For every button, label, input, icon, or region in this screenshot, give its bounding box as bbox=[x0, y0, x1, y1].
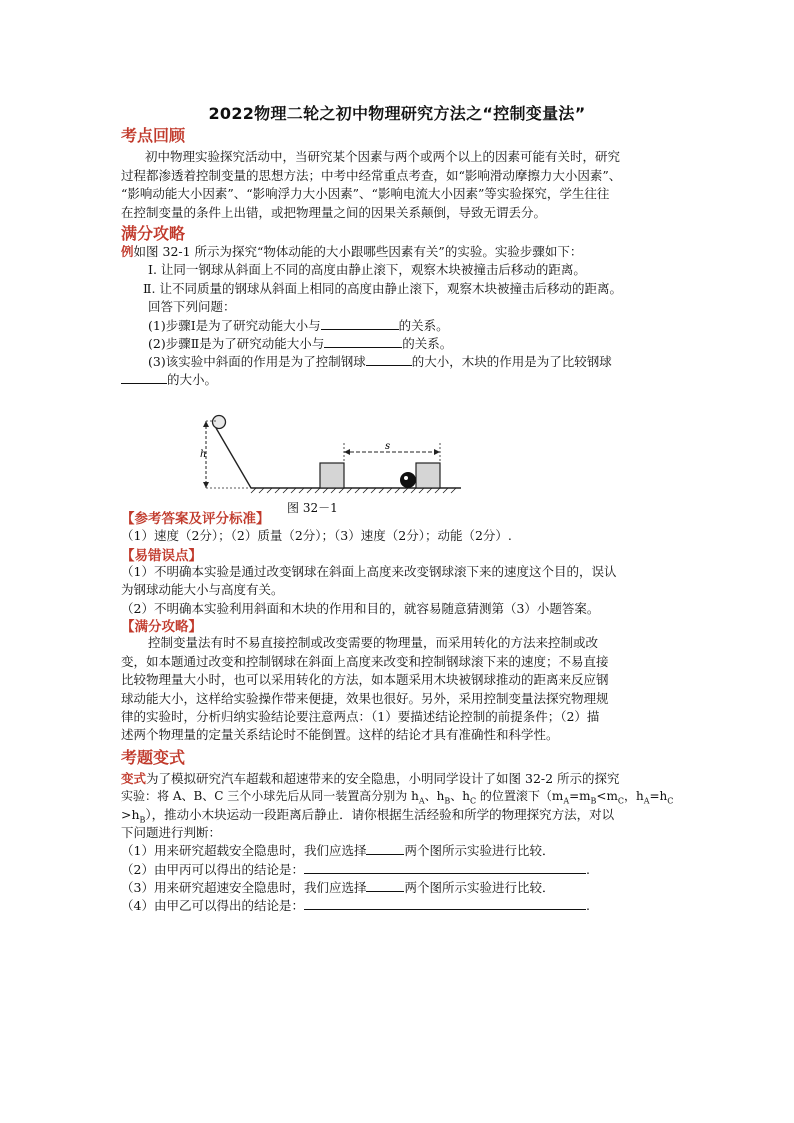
question-text: （1）用来研究超载安全隐患时，我们应选择 bbox=[121, 843, 367, 858]
variant-text: 、h bbox=[450, 789, 470, 803]
variant-question-4 bbox=[121, 897, 590, 914]
variant-question-1 bbox=[121, 842, 554, 859]
section-heading-variant: 考题变式 bbox=[121, 748, 186, 767]
arrow-right-icon bbox=[434, 449, 440, 455]
variant-text: =m bbox=[569, 789, 591, 803]
variant-question-2 bbox=[121, 861, 590, 878]
variant-line-4: 下问题进行判断： bbox=[121, 825, 222, 840]
question-text: (3)该实验中斜面的作用是为了控制钢球 bbox=[148, 354, 366, 369]
figure-caption: 图 32－1 bbox=[287, 501, 338, 515]
answer-heading: 【参考答案及评分标准】 bbox=[121, 511, 270, 527]
subscript: C bbox=[667, 796, 674, 806]
answer-blank bbox=[304, 861, 586, 874]
variant-text: ），推动小木块运动一段距离后静止．请你根据生活经验和所学的物理探究方法，对以 bbox=[145, 807, 615, 822]
steel-ball-top bbox=[213, 416, 226, 429]
mistakes-line: 为钢球动能大小与高度有关。 bbox=[121, 582, 284, 597]
tips-line: 控制变量法有时不易直接控制或改变需要的物理量，而采用转化的方法来控制或改 bbox=[148, 635, 599, 650]
subscript: A bbox=[643, 796, 650, 806]
variant-line-1 bbox=[121, 770, 620, 787]
wooden-block-start bbox=[320, 463, 344, 488]
question-text: 两个图所示实验进行比较． bbox=[404, 880, 555, 895]
question-1 bbox=[148, 317, 449, 334]
arrow-down-icon bbox=[203, 482, 209, 488]
example-step-1: Ⅰ. 让同一钢球从斜面上不同的高度由静止滚下，观察木块被撞击后移动的距离。 bbox=[148, 262, 586, 277]
subscript: B bbox=[444, 796, 451, 806]
answer-blank bbox=[366, 353, 412, 366]
review-line: 初中物理实验探究活动中，当研究某个因素与两个或两个以上的因素可能有关时，研究 bbox=[145, 149, 621, 164]
steel-ball-bottom bbox=[401, 473, 416, 488]
review-line: 在控制变量的条件上出错，或把物理量之间的因果关系颠倒，导致无谓丢分。 bbox=[121, 205, 547, 220]
question-text: . bbox=[585, 898, 590, 913]
question-text: （3）用来研究超速安全隐患时，我们应选择 bbox=[121, 880, 367, 895]
answer-blank bbox=[324, 335, 402, 348]
question-text: 的关系。 bbox=[402, 336, 453, 351]
question-text: . bbox=[585, 862, 590, 877]
question-text: 的大小。 bbox=[167, 372, 218, 387]
h-label: h bbox=[200, 449, 207, 460]
page-title: 2022物理二轮之初中物理研究方法之“控制变量法” bbox=[208, 104, 586, 123]
question-text: (1)步骤Ⅰ是为了研究动能大小与 bbox=[148, 318, 321, 333]
tips-line: 比较物理量大小时，也可以采用转化的方法，如本题采用木块被钢球推动的距离来反应钢 bbox=[121, 672, 609, 687]
wooden-block-end bbox=[416, 463, 440, 488]
variant-text: ，h bbox=[623, 789, 644, 803]
answer-blank bbox=[366, 842, 404, 855]
variant-text: 、h bbox=[424, 789, 445, 803]
question-3-cont bbox=[121, 371, 217, 388]
question-text: （2）由甲丙可以得出的结论是： bbox=[121, 862, 304, 877]
question-text: 的大小，木块的作用是为了比较钢球 bbox=[411, 354, 612, 369]
variant-text: >h bbox=[121, 807, 140, 822]
example-intro-text: 如图 32-1 所示为探究“物体动能的大小跟哪些因素有关”的实验。实验步骤如下： bbox=[133, 244, 583, 259]
answer-blank bbox=[366, 879, 404, 892]
subscript: C bbox=[617, 796, 624, 806]
example-prompt: 回答下列问题： bbox=[148, 299, 236, 314]
variant-tag: 变式 bbox=[121, 771, 147, 786]
question-text: (2)步骤Ⅱ是为了研究动能大小与 bbox=[148, 336, 325, 351]
answer-blank bbox=[321, 317, 399, 330]
question-text: 两个图所示实验进行比较． bbox=[404, 843, 555, 858]
arrow-left-icon bbox=[344, 449, 350, 455]
example-intro bbox=[121, 243, 582, 260]
review-line: 过程都渗透着控制变量的思想方法；中考中经常重点考查，如“影响滑动摩擦力大小因素”、 bbox=[121, 168, 622, 183]
answer-text: （1）速度（2分）；（2）质量（2分）；（3）速度（2分）；动能（2分）. bbox=[121, 528, 512, 543]
example-tag: 例 bbox=[121, 244, 134, 259]
ramp-line bbox=[216, 428, 251, 488]
subscript: B bbox=[139, 815, 146, 825]
variant-text: =h bbox=[649, 789, 668, 803]
review-line: “影响动能大小因素”、“影响浮力大小因素”、“影响电流大小因素”等实验探究，学生往往 bbox=[121, 186, 610, 201]
subscript: A bbox=[563, 796, 570, 806]
mistakes-line: （2）不明确本实验利用斜面和木块的作用和目的，就容易随意猜测第（3）小题答案。 bbox=[121, 601, 600, 616]
arrow-up-icon bbox=[203, 421, 209, 427]
s-label: s bbox=[385, 441, 391, 452]
section-heading-strategy: 满分攻略 bbox=[121, 224, 186, 243]
subscript: B bbox=[590, 796, 597, 806]
question-text: 的关系。 bbox=[398, 318, 449, 333]
tips-heading: 【满分攻略】 bbox=[121, 619, 202, 635]
section-heading-review: 考点回顾 bbox=[121, 126, 186, 145]
question-3 bbox=[148, 353, 612, 370]
mistakes-heading: 【易错误点】 bbox=[121, 548, 202, 564]
variant-text: <m bbox=[596, 789, 618, 803]
variant-text: 为了模拟研究汽车超载和超速带来的安全隐患，小明同学设计了如图 32-2 所示的探究 bbox=[146, 771, 620, 786]
tips-line: 变，如本题通过改变和控制钢球在斜面上高度来改变和控制钢球滚下来的速度；不易直接 bbox=[121, 654, 609, 669]
answer-blank bbox=[121, 371, 167, 384]
subscript: A bbox=[418, 796, 425, 806]
mistakes-line: （1）不明确本实验是通过改变钢球在斜面上高度来改变钢球滚下来的速度这个目的，误认 bbox=[121, 564, 617, 579]
variant-text: 的位置滚下（m bbox=[476, 789, 564, 803]
tips-line: 律的实验时，分析归纳实验结论要注意两点：（1）要描述结论控制的前提条件；（2）描 bbox=[121, 709, 600, 724]
variant-question-3 bbox=[121, 879, 554, 896]
question-text: （4）由甲乙可以得出的结论是： bbox=[121, 898, 304, 913]
question-2 bbox=[148, 335, 452, 352]
example-step-2: Ⅱ. 让不同质量的钢球从斜面上相同的高度由静止滚下，观察木块被撞击后移动的距离。 bbox=[143, 281, 622, 296]
subscript: C bbox=[469, 796, 477, 806]
tips-line: 述两个物理量的定量关系结论时不能倒置。这样的结论才具有准确性和科学性。 bbox=[121, 727, 559, 742]
tips-line: 球动能大小，这样给实验操作带来便捷，效果也很好。另外，采用控制变量法探究物理规 bbox=[121, 691, 609, 706]
ball-highlight bbox=[404, 476, 408, 480]
answer-blank bbox=[304, 897, 586, 910]
variant-text: 实验：将 A、B、C 三个小球先后从同一装置高分别为 h bbox=[121, 789, 419, 803]
